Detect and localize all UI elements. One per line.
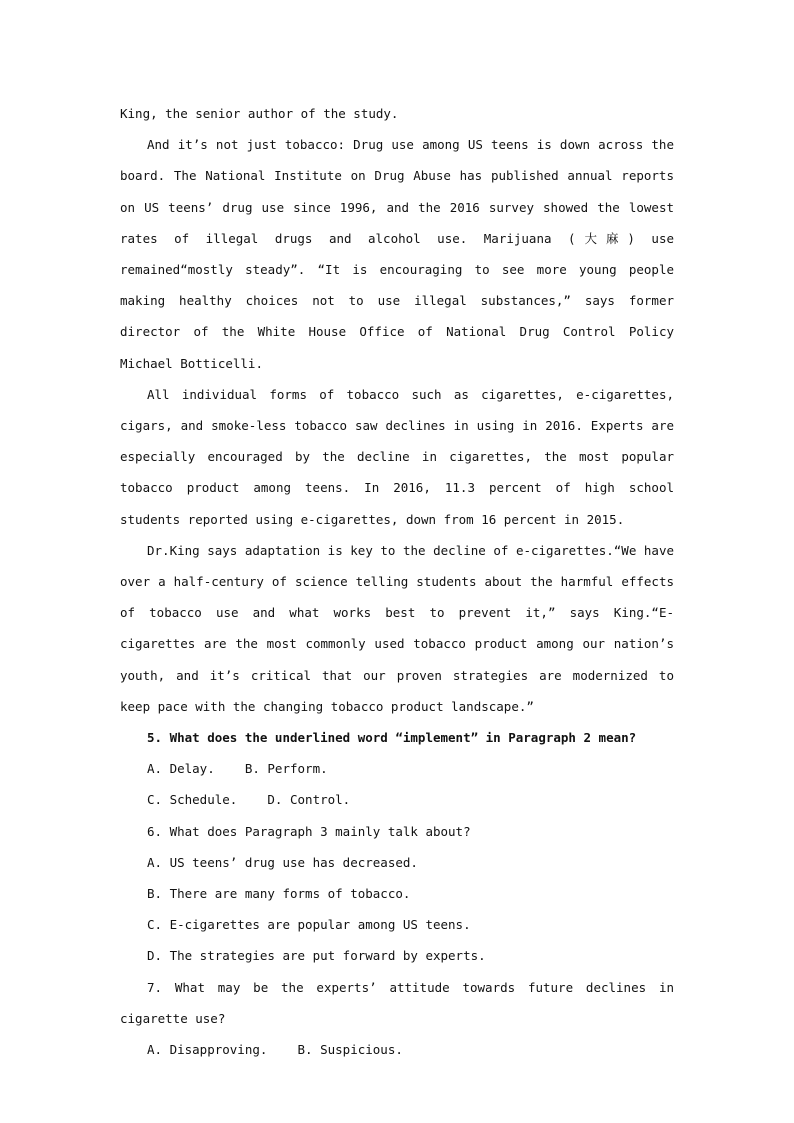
paragraph-tobacco-forms: All individual forms of tobacco such as cigarettes, e-cigarettes, cigars, and smoke-less tobacco saw declines in using in 2016. Experts are especially encouraged by the decline in cigarettes, the most popular tobacco product among teens. In 2016, 11.3 percent of high school students reported using e-cigarettes, down from 16 percent in 2015. bbox=[120, 386, 674, 527]
passage-body bbox=[120, 98, 674, 1065]
question-7-options-ab: A. Disapproving. B. Suspicious. bbox=[147, 1042, 403, 1058]
question-5-options-cd: C. Schedule. D. Control. bbox=[147, 792, 351, 808]
question-5-stem: 5. What does the underlined word “implement” in Paragraph 2 mean? bbox=[147, 730, 637, 746]
question-5-options-ab: A. Delay. B. Perform. bbox=[147, 761, 328, 777]
question-7-stem: 7. What may be the experts’ attitude towards future declines in cigarette use? bbox=[120, 979, 674, 1026]
question-6-stem: 6. What does Paragraph 3 mainly talk about? bbox=[147, 823, 471, 839]
paragraph-lead: King, the senior author of the study. bbox=[120, 106, 399, 121]
question-6-option-d: D. The strategies are put forward by experts. bbox=[147, 948, 486, 964]
question-6-option-a: A. US teens’ drug use has decreased. bbox=[147, 854, 418, 870]
paragraph-drug-use: And it’s not just tobacco: Drug use among US teens is down across the board. The National Institute on Drug Abuse has published annual reports on US teens’ drug use since 1996, and the 2016 survey showed the lowest rates of illegal drugs and alcohol use. Marijuana (大麻) use remained“mostly steady”. “It is encouraging to see more young people making healthy choices not to use illegal substances,” says former director of the White House Office of National Drug Control Policy Michael Botticelli. bbox=[120, 137, 674, 371]
paragraph-king-quote: Dr.King says adaptation is key to the decline of e-cigarettes.“We have over a half-century of science telling students about the harmful effects of tobacco use and what works best to prevent it,” says King.“E-cigarettes are the most commonly used tobacco product among our nation’s youth, and it’s critical that our proven strategies are modernized to keep pace with the changing tobacco product landscape.” bbox=[120, 542, 674, 714]
question-6-option-c: C. E-cigarettes are popular among US teens. bbox=[147, 917, 471, 933]
question-6-option-b: B. There are many forms of tobacco. bbox=[147, 886, 411, 902]
